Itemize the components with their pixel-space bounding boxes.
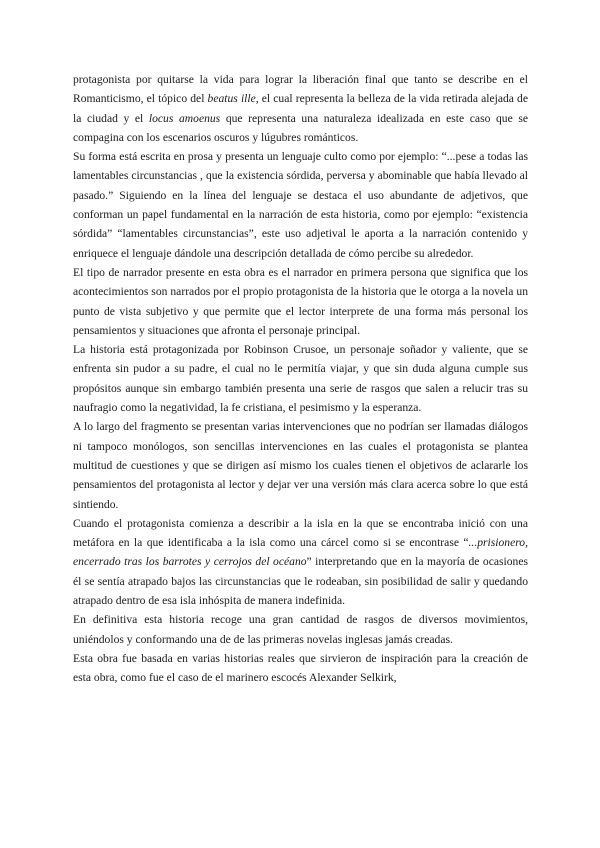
paragraph-1: protagonista por quitarse la vida para lograr la liberación final que tanto se describe en el Romanticismo, el tópico del beatus ille, el cual representa la belleza de la vida retirada alejada de la ciudad y el locus amoenus que representa una naturaleza idealizada en este caso que se compagina con los escenarios oscuros y lúgubres románticos. [73,73,529,144]
document-body [73,70,528,688]
italic-phrase: ...prisionero, encerrado tras los barrotes y cerrojos del océano [73,536,528,569]
italic-phrase: locus amoenus [148,111,221,125]
paragraph-3: El tipo de narrador presente en esta obra es el narrador en primera persona que significa que los acontecimientos son narrados por el propio protagonista de la historia que le otorga a la novela un punto de vista subjetivo y que permite que el lector interprete de una forma más personal los pensamientos y situaciones que afronta el personaje principal. [73,265,528,337]
paragraph-2: Su forma está escrita en prosa y presenta un lenguaje culto como por ejemplo: “...pese a todas las lamentables circunstancias , que la existencia sórdida, perversa y abominable que había llevado al pasado.” Siguiendo en la línea del lenguaje se destaca el uso abundante de adjetivos, que conforman un papel fundamental en la narración de esta historia, como por ejemplo: “existencia sórdida” “lamentables circunstancias”, este uso adjetival le aporta a la narración contenido y enriquece el lenguaje dándole una descripción detallada de cómo percibe su alrededor. [73,150,528,260]
paragraph-5: A lo largo del fragmento se presentan varias intervenciones que no podrían ser llamadas diálogos ni tampoco monólogos, son sencillas intervenciones en las cuales el protagonista se plantea multitud de cuestiones y que se dirigen así mismo los cuales tienen el objetivos de aclararle los pensamientos del protagonista al lector y dejar ver una versión más clara acerca sobre lo que está sintiendo. [73,420,528,511]
paragraph-6: Cuando el protagonista comienza a describir a la isla en la que se encontraba inició con una metáfora en la que identificaba a la isla como una cárcel como si se encontrase “...prisionero, encerrado tras los barrotes y cerrojos del océano” interpretando que en la mayoría de ocasiones él se sentía atrapado bajos las circunstancias que le rodeaban, sin posibilidad de salir y quedando atrapado dentro de esa isla inhóspita de manera indefinida. [73,516,529,608]
paragraph-7: En definitiva esta historia recoge una gran cantidad de rasgos de diversos movimientos, uniéndolos y conformando una de de las primeras novelas inglesas jamás creadas. [73,613,528,646]
paragraph-4: La historia está protagonizada por Robinson Crusoe, un personaje soñador y valiente, que se enfrenta sin pudor a su padre, el cual no le permitía viajar, y que sin duda alguna cumple sus propósitos aunque sin embargo también presenta una serie de rasgos que salen a relucir tras su naufragio como la negatividad, la fe cristiana, el pesimismo y la esperanza. [73,343,528,415]
paragraph-8: Esta obra fue basada en varias historias reales que sirvieron de inspiración para la creación de esta obra, como fue el caso de el marinero escocés Alexander Selkirk, [73,651,528,685]
italic-phrase: beatus ille [207,92,256,106]
